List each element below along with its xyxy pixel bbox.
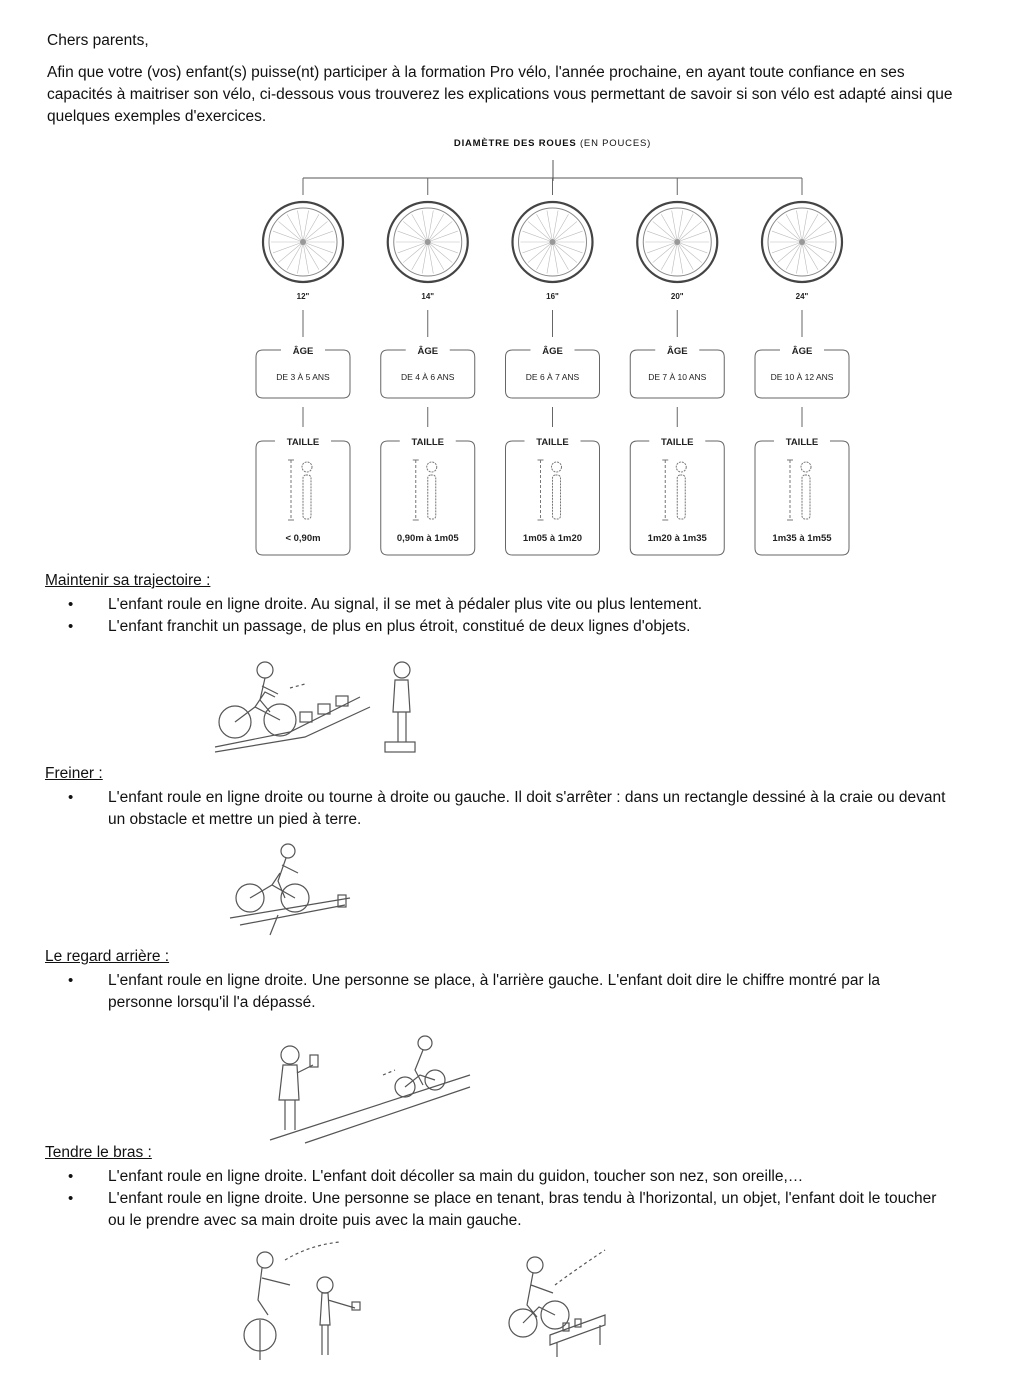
size-range: 1m20 à 1m35 <box>647 533 707 544</box>
size-range: 1m35 à 1m55 <box>772 533 832 544</box>
age-range: DE 6 À 7 ANS <box>525 372 580 382</box>
illustration-tendre-bras-2 <box>495 1245 615 1360</box>
section-heading-freiner: Freiner : <box>45 765 103 782</box>
section-heading-regard: Le regard arrière : <box>45 948 170 965</box>
age-label: ÂGE <box>542 346 563 357</box>
section-heading-bras: Tendre le bras : <box>45 1144 152 1161</box>
list-item: • L'enfant roule en ligne droite. Une personne se place, à l'arrière gauche. L'enfant doit dire le chiffre montré par la personne lorsqu'il l'a dépassé. <box>68 970 948 1014</box>
wheel-diameter-label: 14" <box>421 292 435 301</box>
list-item: • L'enfant roule en ligne droite ou tourne à droite ou gauche. Il doit s'arrêter : dans un rectangle dessiné à la craie ou devant un obstacle et mettre un pied à terre. <box>68 787 948 831</box>
wheel-size-diagram <box>250 155 860 565</box>
size-label: TAILLE <box>536 437 569 448</box>
age-label: ÂGE <box>292 346 314 357</box>
list-item: • L'enfant franchit un passage, de plus en plus étroit, constitué de deux lignes d'objets. <box>68 616 948 638</box>
age-label: ÂGE <box>791 346 813 357</box>
age-label: ÂGE <box>666 346 688 357</box>
list-item: • L'enfant roule en ligne droite. Au signal, il se met à pédaler plus vite ou plus lentement. <box>68 594 948 616</box>
intro-paragraph: Afin que votre (vos) enfant(s) puisse(nt) participer à la formation Pro vélo, l'année prochaine, en ayant toute confiance en ses capacités à maitriser son vélo, ci-dessous vous trouverez les explications vous permettant de savoir si son vélo est adapté ainsi que quelques exemples d'exercices. <box>47 64 953 125</box>
wheel-hub <box>674 239 680 245</box>
wheel-diameter-label: 12" <box>296 292 310 301</box>
size-label: TAILLE <box>785 437 819 448</box>
age-label: ÂGE <box>417 346 439 357</box>
section-list-trajectoire <box>68 594 948 638</box>
size-label: TAILLE <box>286 437 320 448</box>
illustration-trajectoire <box>210 652 430 762</box>
age-range: DE 4 À 6 ANS <box>401 372 455 382</box>
illustration-freiner <box>220 843 360 943</box>
diagram-title-bold: DIAMÈTRE DES ROUES <box>453 138 577 149</box>
diagram-title <box>0 138 1015 149</box>
person-icon <box>787 460 811 520</box>
size-range: 1m05 à 1m20 <box>522 533 583 544</box>
list-item: • L'enfant roule en ligne droite. Une personne se place en tenant, bras tendu à l'horizontal, un objet, l'enfant doit le toucher ou le prendre avec sa main droite puis avec la main gauche. <box>68 1188 948 1232</box>
section-heading-trajectoire: Maintenir sa trajectoire : <box>45 572 211 589</box>
age-range: DE 7 À 10 ANS <box>648 372 707 382</box>
diagram-column <box>506 202 600 555</box>
wheel-hub <box>425 239 431 245</box>
wheel-hub <box>799 239 805 245</box>
wheel-diameter-label: 20" <box>670 292 684 301</box>
section-list-bras <box>68 1166 948 1232</box>
illustration-regard-arriere <box>265 1025 475 1145</box>
age-range: DE 3 À 5 ANS <box>276 372 330 382</box>
wheel-diameter-label: 16" <box>546 292 559 301</box>
size-label: TAILLE <box>411 437 445 448</box>
diagram-column <box>755 202 849 555</box>
diagram-title-rest: (EN POUCES) <box>576 138 652 149</box>
intro <box>47 30 967 128</box>
illustration-tendre-bras-1 <box>240 1240 370 1365</box>
diagram-column <box>630 202 724 555</box>
section-list-regard <box>68 970 948 1014</box>
person-icon <box>413 460 437 520</box>
wheel-diameter-label: 24" <box>795 292 809 301</box>
size-range: < 0,90m <box>285 533 321 544</box>
size-label: TAILLE <box>660 437 694 448</box>
wheel-hub <box>550 239 556 245</box>
diagram-column <box>256 202 350 555</box>
person-icon <box>662 460 686 520</box>
age-range: DE 10 À 12 ANS <box>770 372 834 382</box>
size-range: 0,90m à 1m05 <box>396 533 459 544</box>
list-item: • L'enfant roule en ligne droite. L'enfant doit décoller sa main du guidon, toucher son nez, son oreille,… <box>68 1166 948 1188</box>
person-icon <box>288 460 312 520</box>
wheel-hub <box>300 239 306 245</box>
greeting: Chers parents, <box>47 32 149 49</box>
diagram-column <box>381 202 475 555</box>
section-list-freiner <box>68 787 948 831</box>
person-icon <box>538 460 562 520</box>
